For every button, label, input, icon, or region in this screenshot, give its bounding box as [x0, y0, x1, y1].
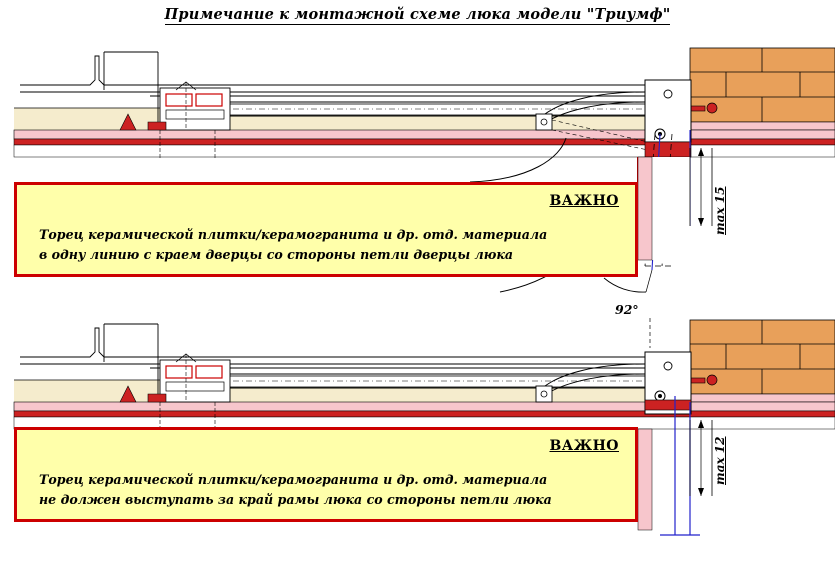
note-line: Торец керамической плитки/керамогранита и др. отд. материала: [39, 472, 548, 487]
note-heading-top: ВАЖНО: [549, 193, 619, 209]
note-text-top: [39, 225, 619, 264]
gas-strut: [168, 103, 717, 115]
brick-wall: [690, 48, 835, 130]
note-text-bottom: [39, 470, 619, 509]
dimension-label-bottom: max 12: [713, 436, 727, 485]
diagram-top: [0, 30, 835, 317]
dimension-max15: [690, 148, 712, 226]
note-box-top: [14, 182, 638, 277]
note-heading-bottom: ВАЖНО: [549, 438, 619, 454]
note-line: Торец керамической плитки/керамогранита и др. отд. материала: [39, 227, 548, 242]
note-box-bottom: [14, 427, 638, 522]
diagram-bottom: [0, 300, 835, 564]
page-title: [0, 6, 835, 23]
note-line: в одну линию с краем дверцы со стороны петли дверцы люка: [39, 246, 514, 262]
angle-label: 92°: [615, 302, 639, 317]
note-line: не должен выступать за край рамы люка со стороны петли люка: [39, 491, 552, 507]
gas-strut: [168, 375, 717, 387]
page-title-text: Примечание к монтажной схеме люка модели "Триумф": [164, 6, 671, 23]
tile-edge: [638, 157, 690, 260]
dimension-label-top: max 15: [713, 186, 727, 235]
brick-wall: [690, 320, 835, 402]
dimension-max12: [690, 420, 712, 496]
